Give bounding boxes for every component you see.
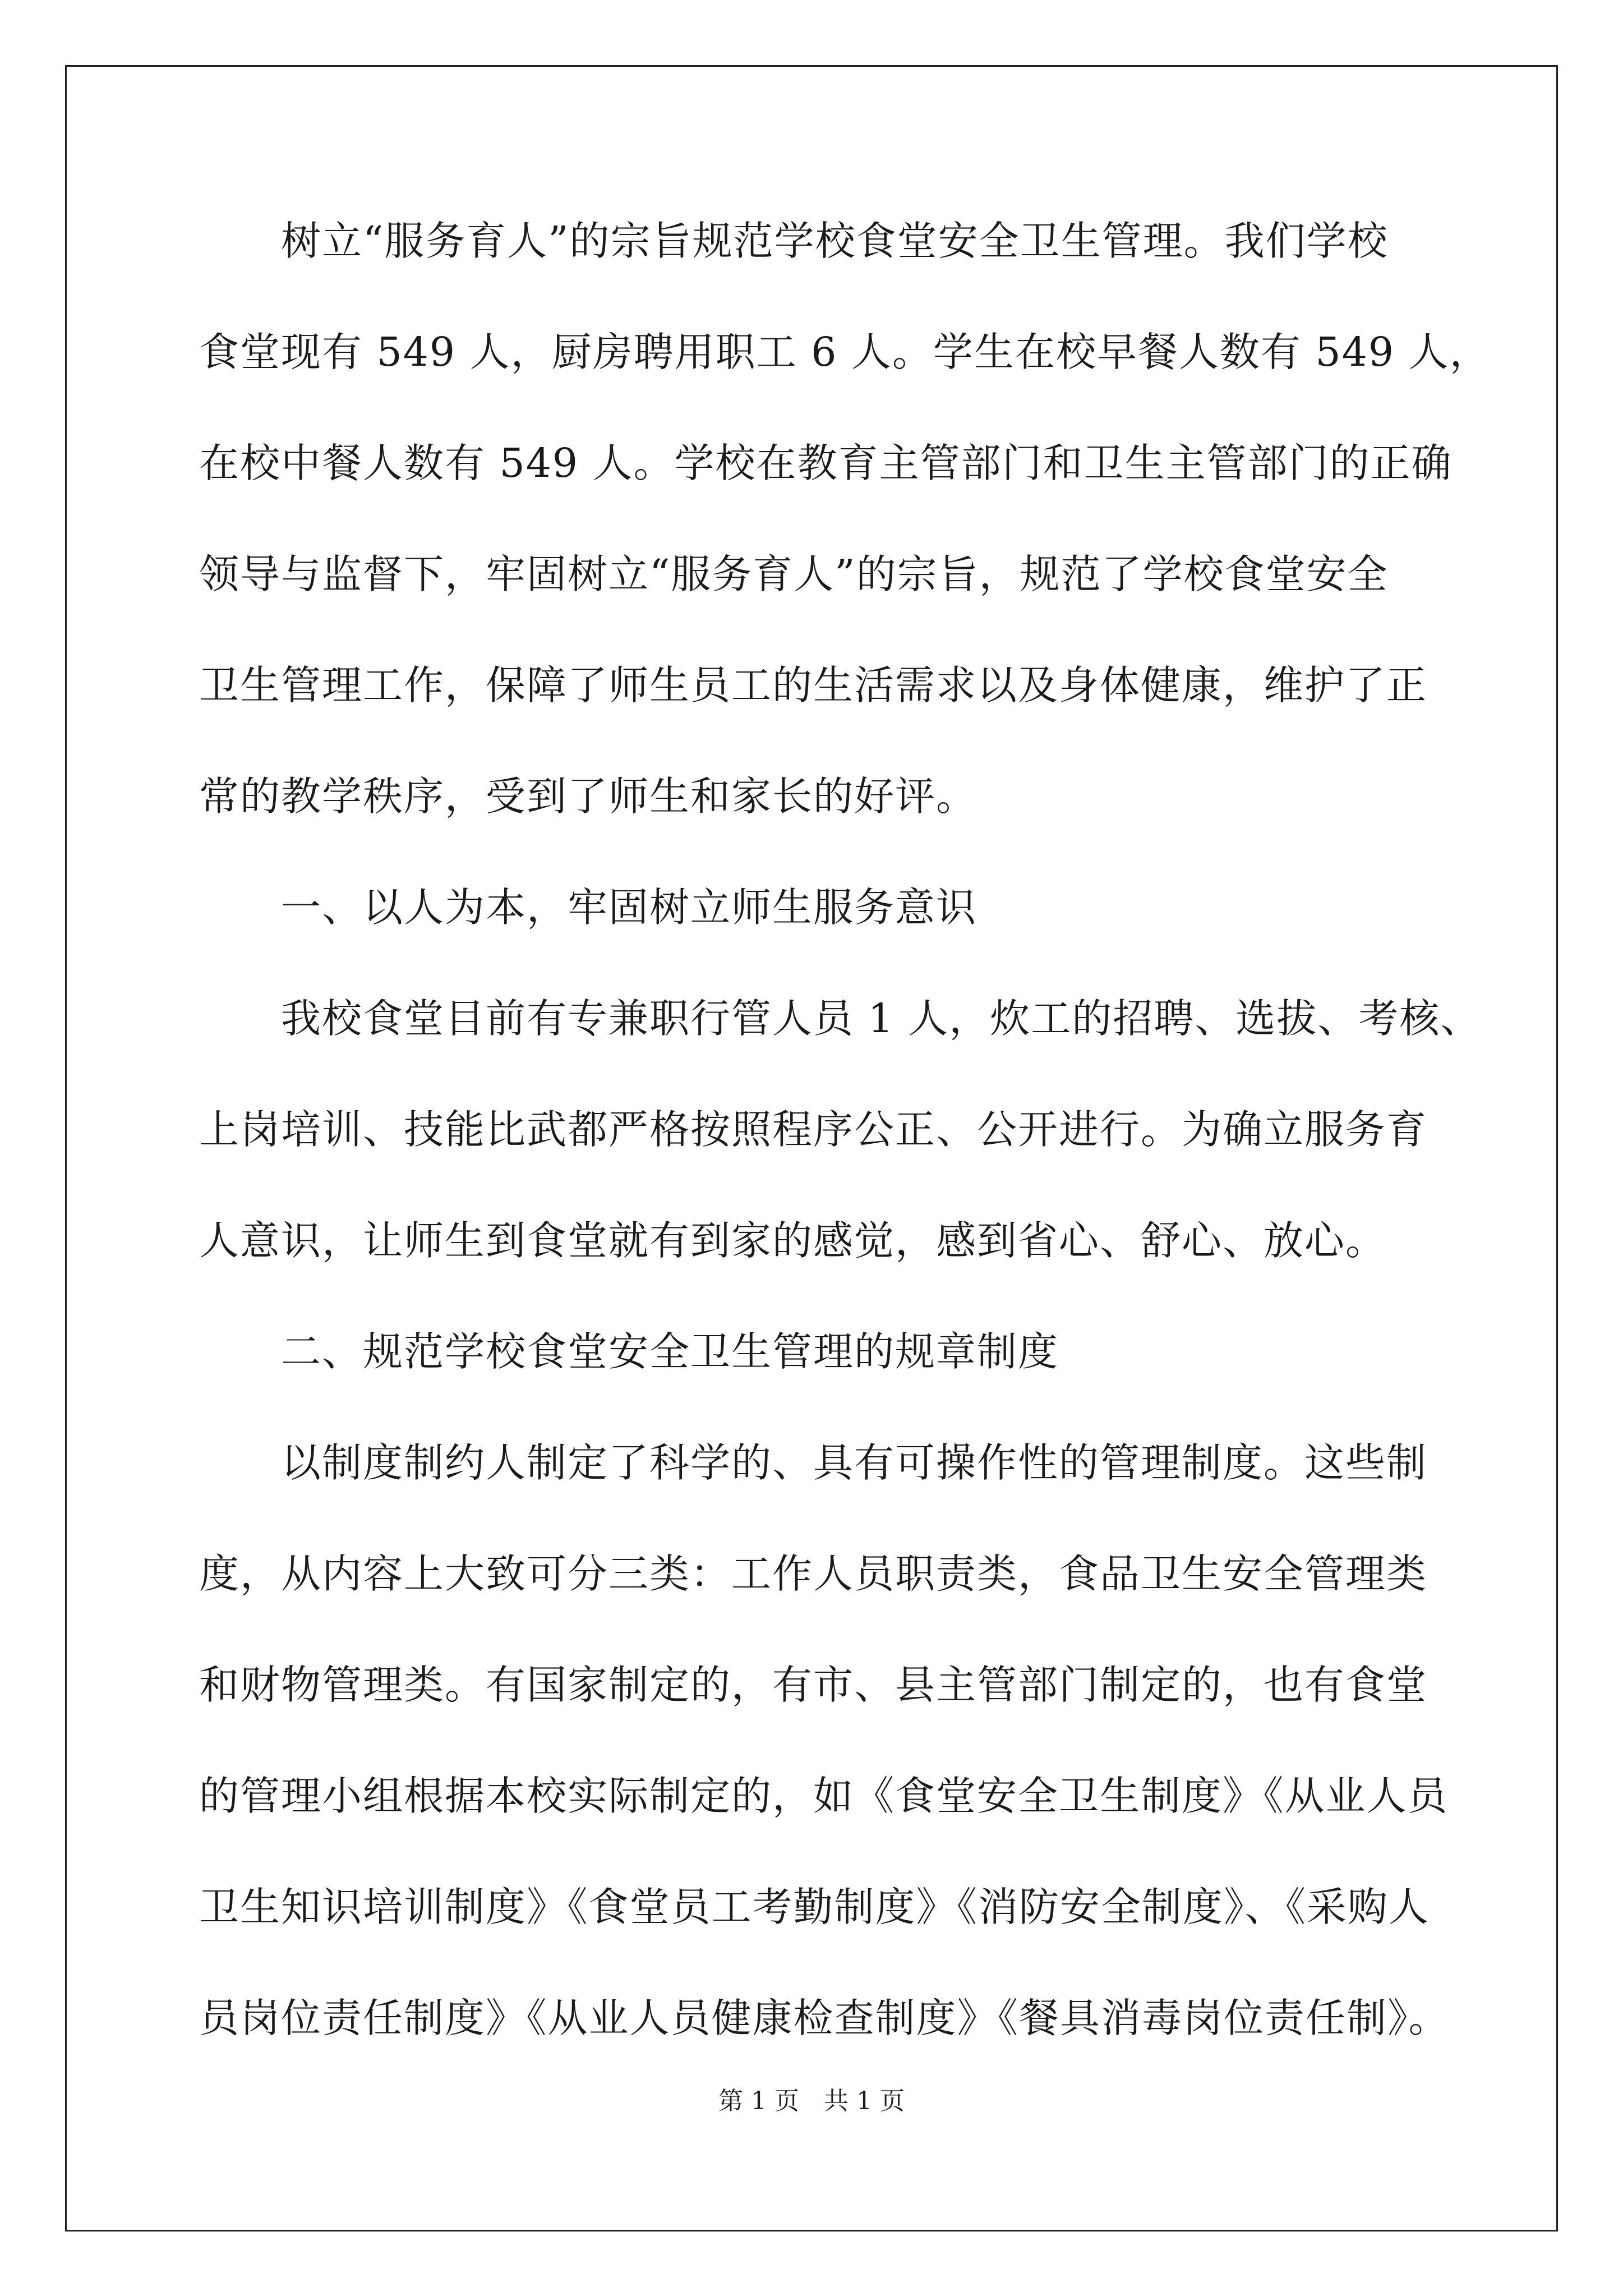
text-line: 卫生知识培训制度》《食堂员工考勤制度》《消防安全制度》、《采购人	[199, 1884, 1430, 1930]
text-line: 领导与监督下，牢固树立“服务育人”的宗旨，规范了学校食堂安全	[199, 551, 1389, 597]
text-line: 的管理小组根据本校实际制定的，如《食堂安全卫生制度》《从业人员	[199, 1773, 1449, 1819]
section-heading: 一、以人为本，牢固树立师生服务意识	[199, 884, 978, 931]
text-line: 树立“服务育人”的宗旨规范学校食堂安全卫生管理。我们学校	[199, 218, 1389, 264]
text-line: 员岗位责任制度》《从业人员健康检查制度》《餐具消毒岗位责任制》。	[199, 1995, 1450, 2041]
text-line: 以制度制约人制定了科学的、具有可操作性的管理制度。这些制	[199, 1439, 1428, 1486]
text-line: 常的教学秩序，受到了师生和家长的好评。	[199, 773, 978, 820]
text-line: 卫生管理工作，保障了师生员工的生活需求以及身体健康，维护了正	[199, 662, 1428, 708]
text-line: 人意识，让师生到食堂就有到家的感觉，感到省心、舒心、放心。	[199, 1217, 1387, 1264]
text-line: 上岗培训、技能比武都严格按照程序公正、公开进行。为确立服务育	[199, 1106, 1428, 1153]
page-footer: 第 1 页 共 1 页	[718, 2087, 905, 2115]
text-line: 食堂现有 549 人，厨房聘用职工 6 人。学生在校早餐人数有 549 人，	[199, 329, 1491, 375]
text-line: 我校食堂目前有专兼职行管人员 1 人，炊工的招聘、选拔、考核、	[199, 995, 1482, 1042]
section-heading: 二、规范学校食堂安全卫生管理的规章制度	[199, 1328, 1059, 1375]
text-line: 度，从内容上大致可分三类：工作人员职责类，食品卫生安全管理类	[199, 1550, 1428, 1597]
text-line: 和财物管理类。有国家制定的，有市、县主管部门制定的，也有食堂	[199, 1662, 1428, 1708]
text-line: 在校中餐人数有 549 人。学校在教育主管部门和卫生主管部门的正确	[199, 440, 1453, 486]
